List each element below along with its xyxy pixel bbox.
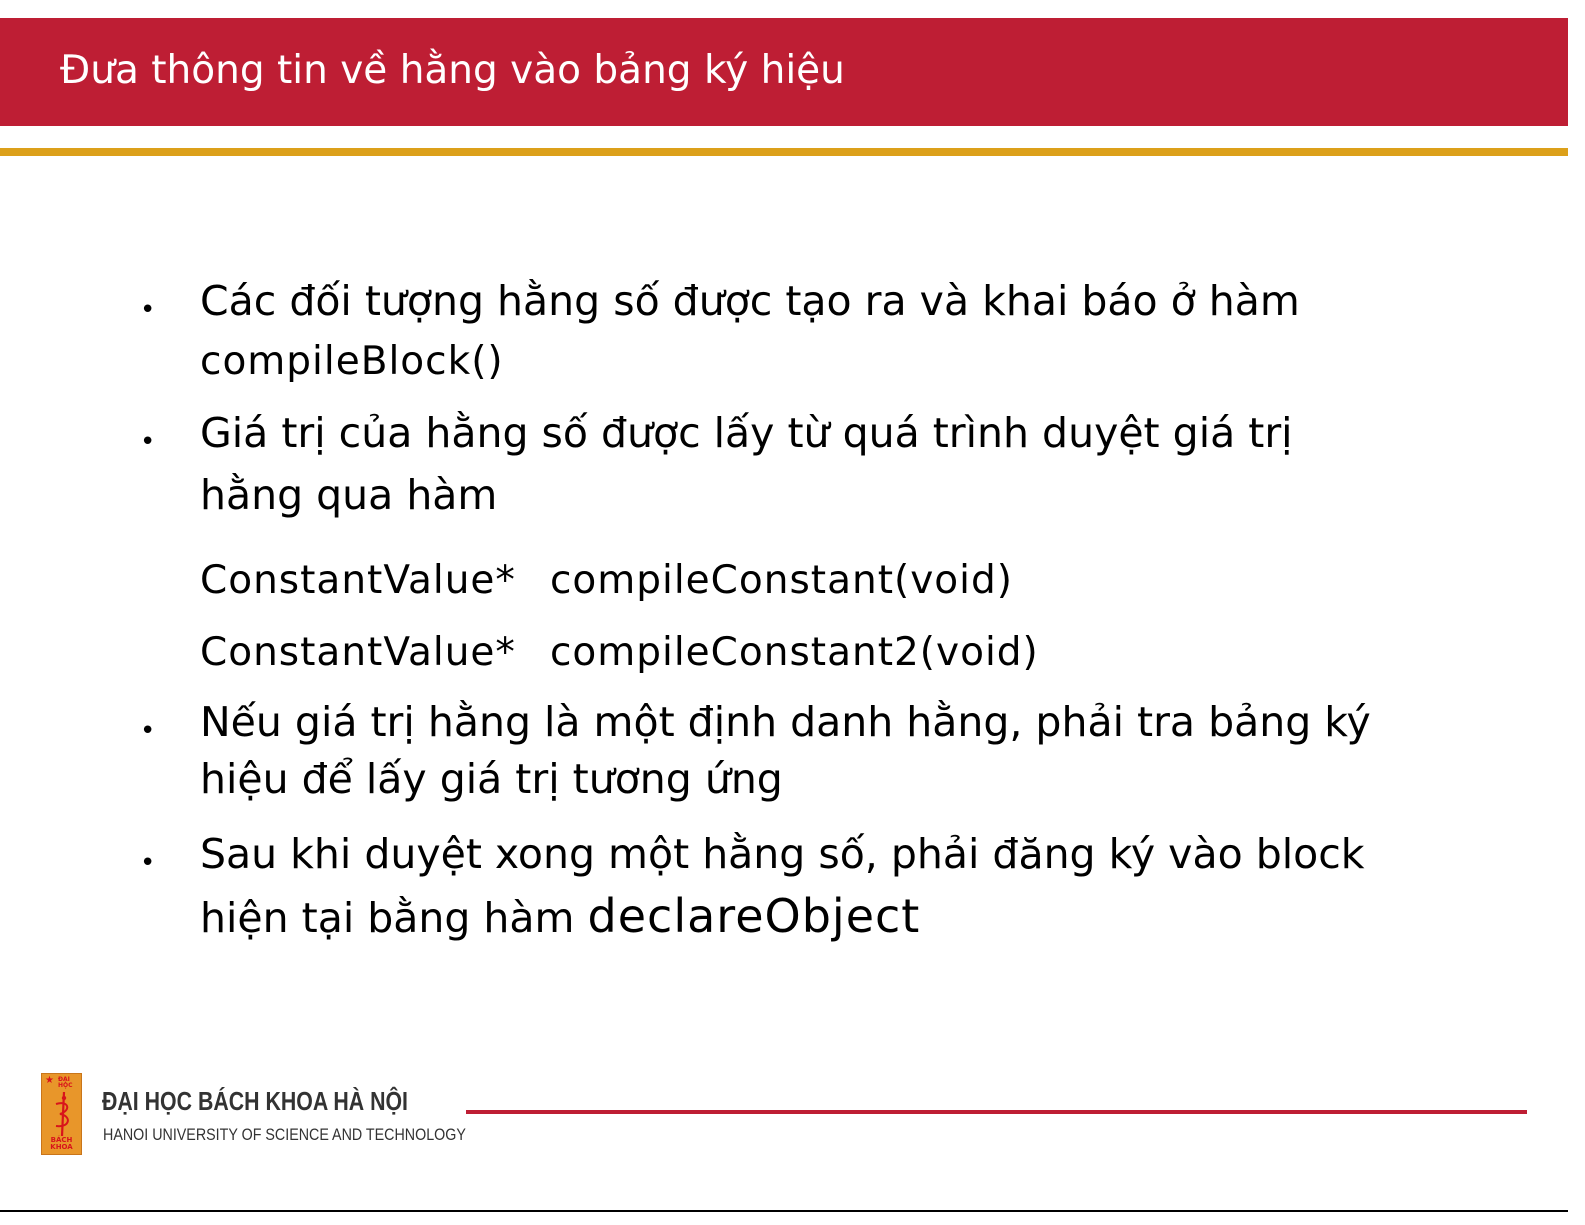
bullet3-text-line2: hiệu để lấy giá trị tương ứng xyxy=(200,755,783,803)
code-function: compileConstant2(void) xyxy=(549,630,1039,675)
bullet3-text-line1: Nếu giá trị hằng là một định danh hằng, phải tra bảng ký xyxy=(200,698,1371,746)
bottom-border xyxy=(0,1210,1568,1212)
bullet-marker: • xyxy=(140,427,156,457)
code-line-2 xyxy=(200,630,1039,675)
footer-divider xyxy=(466,1110,1527,1114)
bullet1-text: Các đối tượng hằng số được tạo ra và khai báo ở hàm xyxy=(200,277,1300,325)
university-subtitle: HANOI UNIVERSITY OF SCIENCE AND TECHNOLOGY xyxy=(103,1125,466,1144)
logo-top-text: ĐẠI HỌC xyxy=(58,1076,73,1089)
bullet4-text-line1: Sau khi duyệt xong một hằng số, phải đăng ký vào block xyxy=(200,830,1365,878)
bullet-marker: • xyxy=(140,295,156,325)
bullet4-code: declareObject xyxy=(587,889,921,943)
bullet1-code: compileBlock() xyxy=(200,339,504,384)
bullet-marker: • xyxy=(140,848,156,878)
university-logo xyxy=(41,1073,82,1155)
bullet2-text-line1: Giá trị của hằng số được lấy từ quá trình duyệt giá trị xyxy=(200,409,1293,457)
code-type: ConstantValue* xyxy=(200,630,516,675)
bullet4-text-line2 xyxy=(200,889,921,943)
bullet2-text-line2: hằng qua hàm xyxy=(200,471,498,519)
bk-emblem-icon xyxy=(50,1090,76,1138)
code-type: ConstantValue* xyxy=(200,558,516,603)
star-icon: ★ xyxy=(45,1075,54,1086)
slide-title: Đưa thông tin về hằng vào bảng ký hiệu xyxy=(60,48,845,93)
university-name: ĐẠI HỌC BÁCH KHOA HÀ NỘI xyxy=(102,1086,408,1116)
code-function: compileConstant(void) xyxy=(549,558,1013,603)
code-line-1 xyxy=(200,558,1013,603)
bullet-marker: • xyxy=(140,716,156,746)
logo-bottom-text: BÁCH KHOA xyxy=(50,1136,73,1151)
bullet4-text: hiện tại bằng hàm xyxy=(200,894,575,942)
